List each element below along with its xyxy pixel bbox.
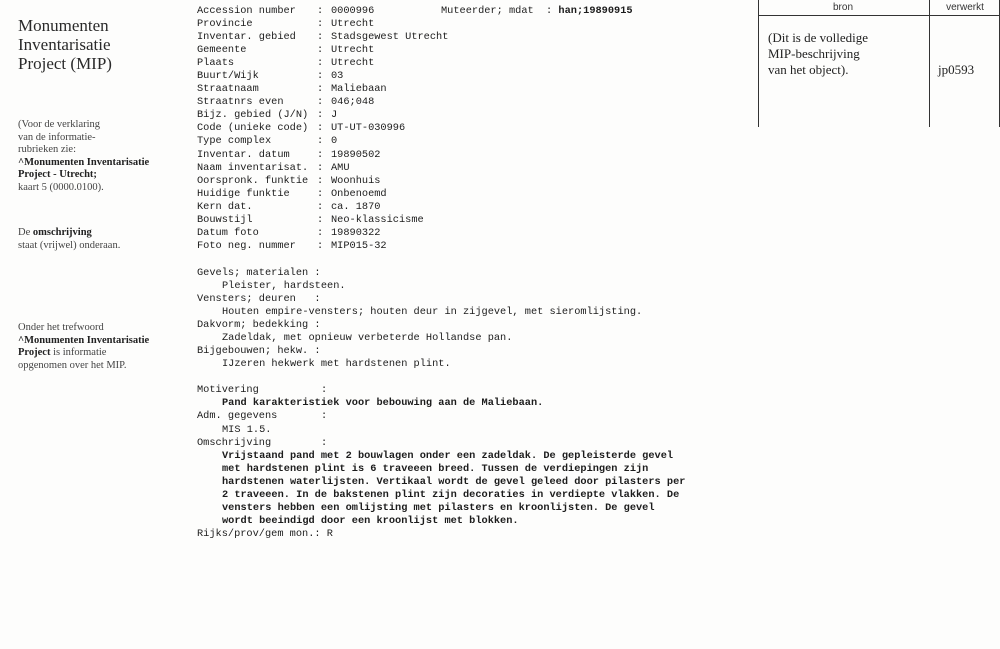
field-value: AMU [331, 161, 350, 174]
section-heading: Motivering [197, 384, 259, 397]
field-separator: : [317, 31, 324, 44]
field-key: Inventar. gebied [197, 31, 296, 44]
field-separator: : [317, 135, 324, 148]
field-value: MIP015-32 [331, 239, 387, 252]
field-separator: : [317, 161, 324, 174]
field-value: ca. 1870 [331, 200, 381, 213]
field-key: Inventar. datum [197, 148, 290, 161]
field-value: J [331, 109, 338, 122]
section-heading-row [197, 437, 737, 450]
table-border [758, 0, 759, 127]
field-separator: : [317, 213, 324, 226]
description-line: wordt beeindigd door een kroonlijst met blokken. [222, 514, 519, 527]
header-bron: bron [832, 2, 853, 13]
description-line: met hardstenen plint is 6 traveeen breed. Tussen de verdiepingen zijn [222, 462, 649, 475]
section-heading: Vensters; deuren : [197, 293, 321, 306]
field-separator: : [317, 226, 324, 239]
note-keyword: omschrijving [32, 227, 92, 238]
field-separator: : [317, 5, 324, 17]
table-border [929, 0, 930, 127]
field-value: Stadsgewest Utrecht [331, 31, 449, 44]
field-key: Straatnrs even [197, 96, 284, 109]
note-line: (Voor de verklaring [18, 119, 101, 130]
record-field-row [197, 201, 737, 214]
field-separator: : [317, 200, 324, 213]
field-separator: : [317, 44, 324, 57]
record-field-row [197, 44, 737, 57]
section-body: Pand karakteristiek voor bebouwing aan de Maliebaan. [222, 397, 544, 410]
note-reference: ^Monumenten Inventarisatie [18, 156, 150, 168]
field-key: Gemeente [197, 44, 247, 57]
bron-line: MIP-beschrijving [768, 46, 860, 61]
field-key: Kern dat. [197, 200, 253, 213]
field-value: Utrecht [331, 57, 375, 70]
heading-colon: : [321, 436, 328, 449]
record-field-row [197, 135, 737, 148]
heading-colon: : [321, 410, 328, 423]
field-value: 19890322 [331, 226, 381, 239]
record-field-row [197, 149, 737, 162]
record-field-row [197, 240, 737, 253]
record-field-row [197, 70, 737, 83]
field-value: Utrecht [331, 18, 375, 31]
rijks-status: Rijks/prov/gem mon.: R [197, 527, 333, 540]
record-field-row [197, 122, 737, 135]
section-heading-row [197, 384, 737, 397]
field-separator: : [317, 70, 324, 83]
title-line-2: Inventarisatie [18, 35, 111, 54]
record-fields [197, 5, 737, 253]
note-line: Onder het trefwoord [18, 322, 104, 333]
field-value: 19890502 [331, 148, 381, 161]
field-value: Maliebaan [331, 83, 387, 96]
omschrijving-note [18, 227, 178, 252]
title-line-3: Project (MIP) [18, 54, 112, 73]
field-value: 03 [331, 70, 344, 83]
info-note [18, 119, 178, 194]
note-line: opgenomen over het MIP. [18, 359, 127, 371]
field-separator: : [317, 148, 324, 161]
bron-line: (Dit is de volledige [768, 30, 869, 45]
verwerkt-cell: jp0593 [938, 62, 975, 77]
field-separator: : [317, 174, 324, 187]
section-heading: Omschrijving [197, 436, 272, 449]
field-key: Buurt/Wijk [197, 70, 259, 83]
field-separator: : [317, 57, 324, 70]
page-title [18, 16, 168, 73]
trefwoord-note [18, 322, 178, 372]
record-field-row [197, 109, 737, 122]
section-heading: Dakvorm; bedekking : [197, 319, 321, 332]
field-key: Huidige funktie [197, 187, 290, 200]
bron-cell [768, 30, 928, 78]
field-key: Type complex [197, 135, 272, 148]
field-key: Plaats [197, 57, 235, 70]
description-line: vensters hebben een omlijsting met pilasters en kroonlijsten. De gevel [222, 501, 655, 514]
field-key: Bouwstijl [197, 213, 253, 226]
field-key: Oorspronk. funktie [197, 174, 309, 187]
section-body: Zadeldak, met opnieuw verbeterde Hollandse pan. [222, 332, 513, 345]
record-sections [197, 267, 737, 541]
note-reference: ^Monumenten Inventarisatie [18, 334, 150, 346]
section-body: MIS 1.5. [222, 423, 272, 436]
record-field-row [197, 18, 737, 31]
header-verwerkt: verwerkt [946, 2, 984, 13]
title-line-1: Monumenten [18, 16, 109, 35]
field-separator: : [317, 122, 324, 135]
record-field-row [197, 175, 737, 188]
section-heading: Gevels; materialen : [197, 267, 321, 279]
field-separator: : [317, 96, 324, 109]
field-key: Provincie [197, 18, 253, 31]
field-key: Naam inventarisat. [197, 161, 309, 174]
field-value: Woonhuis [331, 174, 381, 187]
bron-line: van het object). [768, 62, 849, 77]
note-line: staat (vrijwel) onderaan. [18, 239, 121, 251]
note-line: kaart 5 (0000.0100). [18, 181, 104, 193]
record-field-row [197, 83, 737, 96]
muteerder-info: Muteerder; mdat : han;19890915 [441, 5, 633, 17]
section-heading: Bijgebouwen; hekw. : [197, 345, 321, 358]
field-value: 046;048 [331, 96, 375, 109]
field-key: Bijz. gebied (J/N) [197, 109, 309, 122]
record-field-row [197, 162, 737, 175]
description-line: Vrijstaand pand met 2 bouwlagen onder een zadeldak. De gepleisterde gevel [222, 449, 674, 462]
record-field-row [197, 57, 737, 70]
field-value: 0 [331, 135, 338, 148]
record-field-row [197, 227, 737, 240]
field-value: Onbenoemd [331, 187, 387, 200]
bron-verwerkt-table [758, 0, 1000, 127]
section-body: Houten empire-vensters; houten deur in zijgevel, met sieromlijsting. [222, 306, 643, 319]
muteerder-value: han;19890915 [558, 5, 633, 17]
record-field-row [197, 214, 737, 227]
field-separator: : [317, 187, 324, 200]
section-body: Pleister, hardsteen. [222, 280, 346, 293]
note-line: van de informatie- [18, 131, 96, 143]
field-key: Accession number [197, 5, 296, 17]
field-separator: : [317, 109, 324, 122]
description-line: hardstenen waterlijsten. Vertikaal wordt de gevel geleed door pilasters per [222, 475, 686, 488]
table-border [758, 15, 1000, 16]
muteerder-label: Muteerder; mdat [441, 5, 534, 17]
field-key: Straatnaam [197, 83, 259, 96]
note-text: is informatie [50, 347, 107, 358]
record-field-row [197, 31, 737, 44]
record-field-row [197, 188, 737, 201]
heading-colon: : [321, 384, 328, 397]
field-value: Neo-klassicisme [331, 213, 424, 226]
field-separator: : [317, 18, 324, 31]
note-reference: Project [18, 347, 51, 358]
field-value: 0000996 [331, 5, 375, 17]
section-heading-row [197, 410, 737, 423]
section-body: IJzeren hekwerk met hardstenen plint. [222, 358, 451, 371]
field-separator: : [317, 83, 324, 96]
field-value: Utrecht [331, 44, 375, 57]
note-line: rubrieken zie: [18, 144, 77, 155]
note-text: De [18, 227, 33, 238]
section-heading: Adm. gegevens [197, 410, 278, 423]
field-key: Foto neg. nummer [197, 239, 296, 252]
field-separator: : [317, 239, 324, 252]
field-key: Datum foto [197, 226, 259, 239]
field-key: Code (unieke code) [197, 122, 309, 135]
note-reference: Project - Utrecht; [18, 169, 97, 180]
field-value: UT-UT-030996 [331, 122, 406, 135]
record-field-row [197, 96, 737, 109]
description-line: 2 traveeen. In de bakstenen plint zijn decoraties in verdiepte vlakken. De [222, 488, 680, 501]
